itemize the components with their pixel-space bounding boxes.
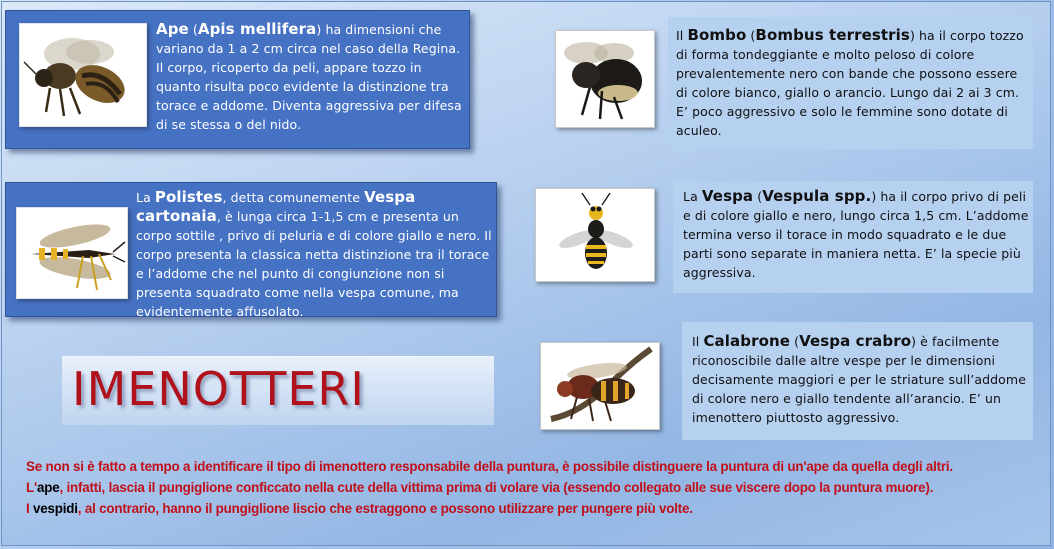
page-title: IMENOTTERI: [72, 362, 365, 416]
calabrone-photo: [540, 342, 660, 430]
sting-info-line-2: L'ape, infatti, lascia il pungiglione conficcato nella cute della vittima prima di volare via (essendo collegato alle sue viscere dopo la puntura muore).: [26, 480, 934, 495]
polistes-sci-name: Vespa cartonaia: [136, 188, 416, 225]
vespa-name: Vespa: [701, 187, 754, 205]
polistes-photo: [16, 207, 128, 299]
ape-keyword: ape: [36, 480, 60, 495]
calabrone-card: [682, 322, 1033, 440]
sting-info-line-1: Se non si è fatto a tempo a identificare il tipo di imenottero responsabile della puntura, è possibile distinguere la puntura di un'ape da quella degli altri.: [26, 459, 953, 474]
polistes-card: [5, 182, 497, 317]
bombo-name: Bombo: [687, 26, 747, 44]
calabrone-name: Calabrone: [703, 332, 791, 350]
bombo-description: Il Bombo (Bombus terrestris) ha il corpo tozzo di forma tondeggiante e molto peloso di colore prevalentemente nero con bande che possono essere di colore bianco, giallo o arancio. Lungo dai 2 ai 3 cm. E’ poco aggressivo e solo le femmine sono dotate di aculeo.: [676, 26, 1024, 138]
sting-info: [26, 456, 1026, 519]
ape-sci-name: Apis mellifera: [197, 20, 317, 38]
ape-description: Ape (Apis mellifera) ha dimensioni che variano da 1 a 2 cm circa nel caso della Regina. Il corpo, ricoperto da peli, appare tozzo in quanto risulta poco evidente la distinzione tra torace e addome. Diventa aggressiva per difesa di se stessa o del nido.: [156, 20, 462, 132]
polistes-description: La Polistes, detta comunemente Vespa cartonaia, è lunga circa 1-1,5 cm e presenta un corpo sottile , privo di peluria e di colore giallo e nero. Il corpo presenta la classica netta distinzione tra il torace e l’addome che nel punto di congiunzione non si presenta squadrato come nella vespa comune, ma evidentemente affusolato.: [136, 188, 492, 319]
ape-name: Ape: [156, 20, 189, 38]
vespa-card: [673, 181, 1033, 293]
sting-info-line-3: I vespidi, al contrario, hanno il pungiglione liscio che estraggono e possono utilizzare per pungere più volte.: [26, 501, 693, 516]
ape-photo: [19, 23, 147, 127]
polistes-name: Polistes: [154, 188, 223, 206]
vespa-photo: [535, 188, 655, 282]
vespidi-keyword: vespidi: [33, 501, 78, 516]
vespa-sci-name: Vespula spp.: [762, 187, 872, 205]
vespa-description: La Vespa (Vespula spp.) ha il corpo privo di peli e di colore giallo e nero, lungo circa 1,5 cm. L’addome termina verso il torace in modo squadrato e le due parti sono separate in maniera netta. E’ la specie più aggressiva.: [683, 187, 1029, 280]
calabrone-description: Il Calabrone (Vespa crabro) è facilmente riconoscibile dalle altre vespe per le dimensioni decisamente maggiori e per le striature sull’addome di colore nero e giallo tendente all’arancio. E’ un imenottero piuttosto aggressivo.: [692, 332, 1026, 425]
calabrone-sci-name: Vespa crabro: [799, 332, 912, 350]
ape-card: [5, 10, 470, 149]
bombo-photo: [555, 30, 655, 128]
bombo-card: [668, 17, 1033, 149]
bombo-sci-name: Bombus terrestris: [755, 26, 910, 44]
